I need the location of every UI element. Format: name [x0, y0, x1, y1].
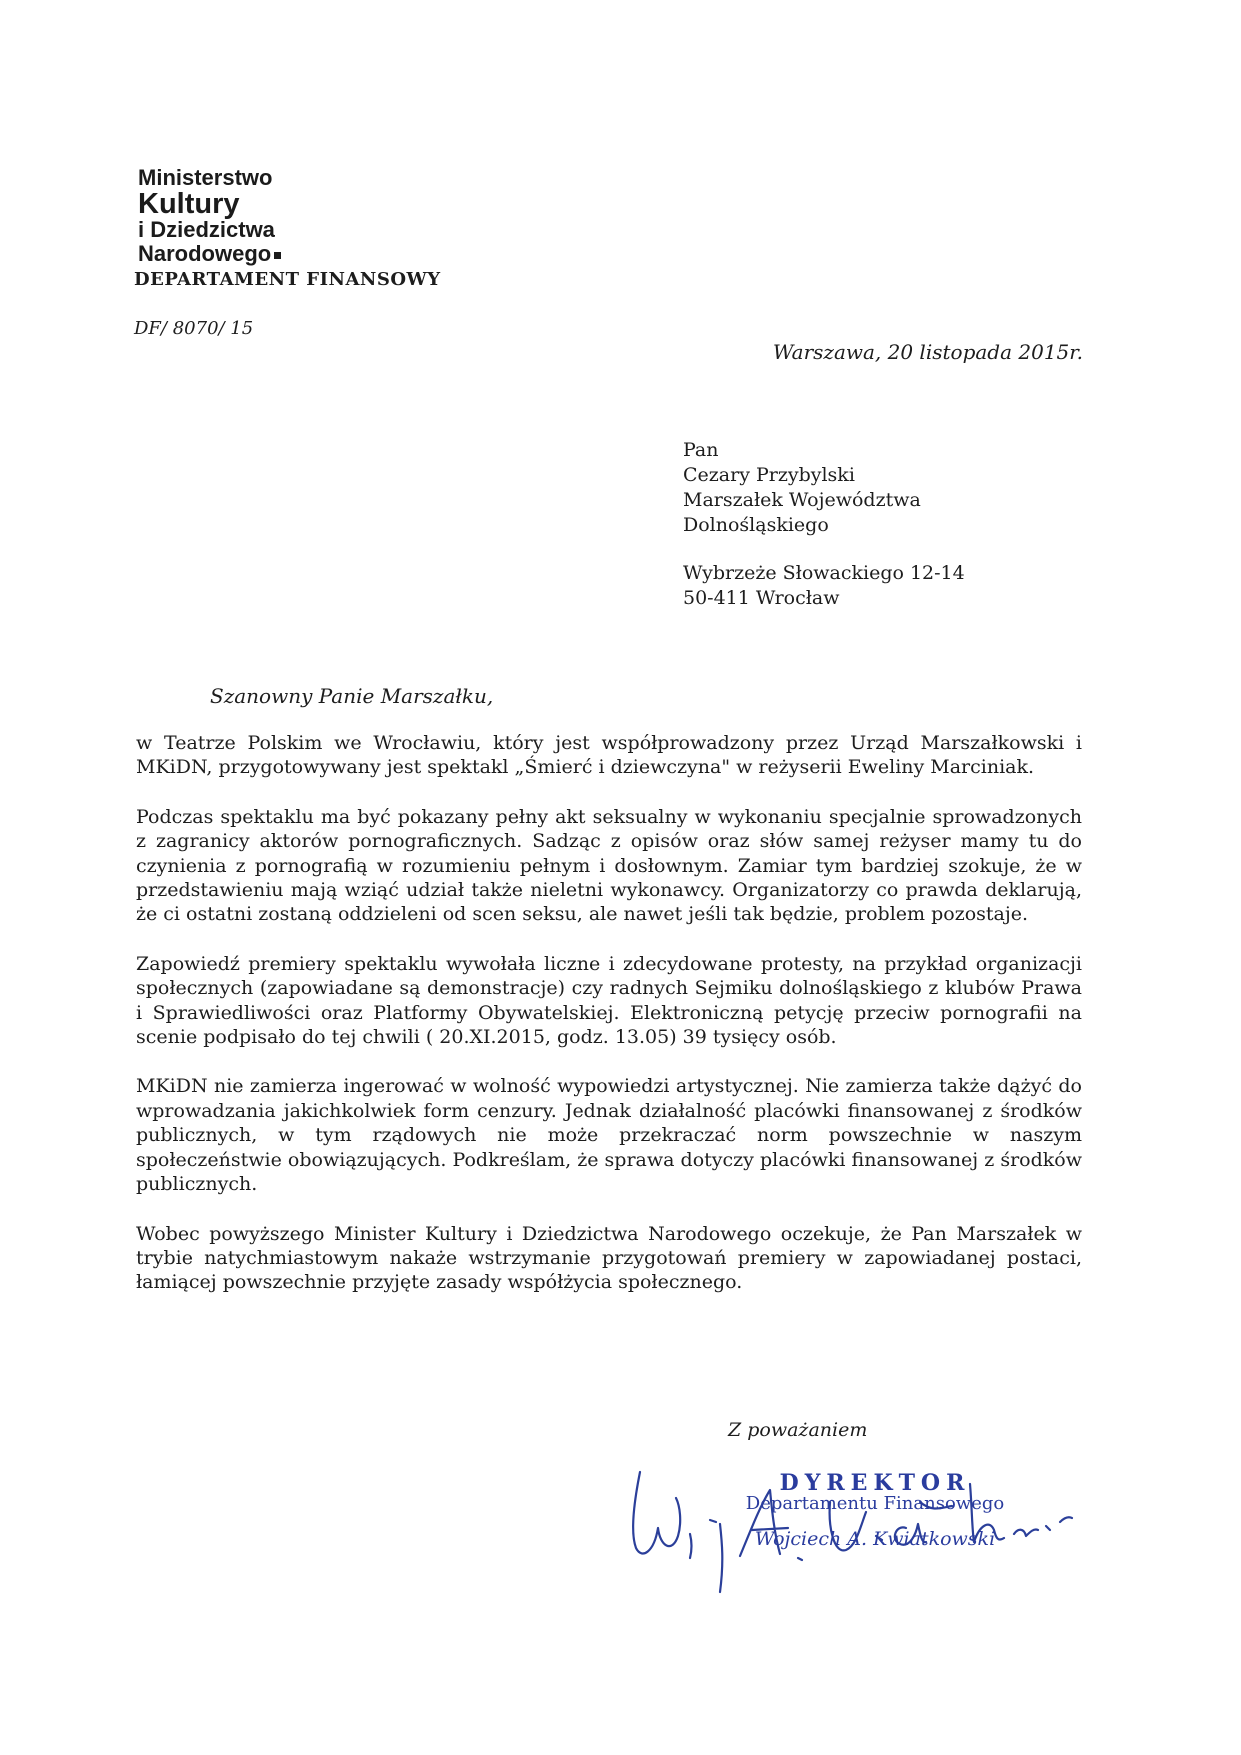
- closing-phrase: Z poważaniem: [728, 1419, 868, 1441]
- recipient-line-4: Dolnośląskiego: [683, 514, 829, 536]
- logo-line-4: [138, 242, 281, 266]
- ministry-logo: [138, 166, 281, 266]
- recipient-line-3: Marszałek Województwa: [683, 489, 921, 511]
- recipient-street: Wybrzeże Słowackiego 12-14: [683, 562, 965, 584]
- salutation: Szanowny Panie Marszałku,: [210, 684, 494, 708]
- logo-line-1: Ministerstwo: [138, 165, 273, 190]
- address-gap: [683, 538, 965, 561]
- stamp-department: Departamentu Finansowego: [745, 1493, 1005, 1514]
- logo-line-2: Kultury: [138, 188, 240, 220]
- reference-number: DF/ 8070/ 15: [134, 318, 254, 339]
- logo-line-3: i Dziedzictwa: [138, 217, 275, 242]
- logo-line-4-text: Narodowego: [138, 241, 272, 266]
- recipient-line-2: Cezary Przybylski: [683, 464, 855, 486]
- department-name: DEPARTAMENT FINANSOWY: [134, 269, 441, 290]
- director-stamp: [740, 1470, 1010, 1550]
- stamp-title: DYREKTOR: [779, 1470, 971, 1496]
- paragraph-2: Podczas spektaklu ma być pokazany pełny akt seksualny w wykonaniu specjalnie sprowadzonych z zagranicy aktorów pornograficznych. Sadząc z opisów oraz słów samej reżyser mamy tu do czynienia z pornografią w rozumieniu pełnym i dosłownym. Zamiar tym bardziej szokuje, że w przedstawieniu mają wziąć udział także nieletni wykonawcy. Organizatorzy co prawda deklarują, że ci ostatni zostaną oddzieleni od scen seksu, ale nawet jeśli tak będzie, problem pozostaje.: [136, 805, 1082, 926]
- stamp-name: Wojciech A. Kwiatkowski: [754, 1528, 996, 1550]
- paragraph-1: w Teatrze Polskim we Wrocławiu, który jest współprowadzony przez Urząd Marszałkowski i MKiDN, przygotowywany jest spektakl „Śmierć i dziewczyna" w reżyserii Eweliny Marciniak.: [136, 732, 1082, 779]
- logo-square-icon: [274, 252, 281, 259]
- recipient-line-1: Pan: [683, 439, 719, 461]
- letter-date: Warszawa, 20 listopada 2015r.: [772, 340, 1083, 364]
- paragraph-3: Zapowiedź premiery spektaklu wywołała liczne i zdecydowane protesty, na przykład organizacji społecznych (zapowiadane są demonstracje) czy radnych Sejmiku dolnośląskiego z klubów Prawa i Sprawiedliwości oraz Platformy Obywatelskiej. Elektroniczną petycję przeciw pornografii na scenie podpisało do tej chwili ( 20.XI.2015, godz. 13.05) 39 tysięcy osób.: [136, 952, 1082, 1049]
- recipient-city: 50-411 Wrocław: [683, 587, 840, 609]
- paragraph-5: Wobec powyższego Minister Kultury i Dziedzictwa Narodowego oczekuje, że Pan Marszałek w trybie natychmiastowym nakaże wstrzymanie przygotowań premiery w zapowiadanej postaci, łamiącej powszechnie przyjęte zasady współżycia społecznego.: [136, 1222, 1082, 1294]
- recipient-address: [683, 438, 965, 611]
- paragraph-4: MKiDN nie zamierza ingerować w wolność wypowiedzi artystycznej. Nie zamierza także dążyć do wprowadzania jakichkolwiek form cenzury. Jednak działalność placówki finansowanej z środków publicznych, w tym rządowych nie może przekraczać norm powszechnie w naszym społeczeństwie obowiązujących. Podkreślam, że sprawa dotyczy placówki finansowanej z środków publicznych.: [136, 1075, 1082, 1196]
- letter-body: [136, 731, 1082, 1320]
